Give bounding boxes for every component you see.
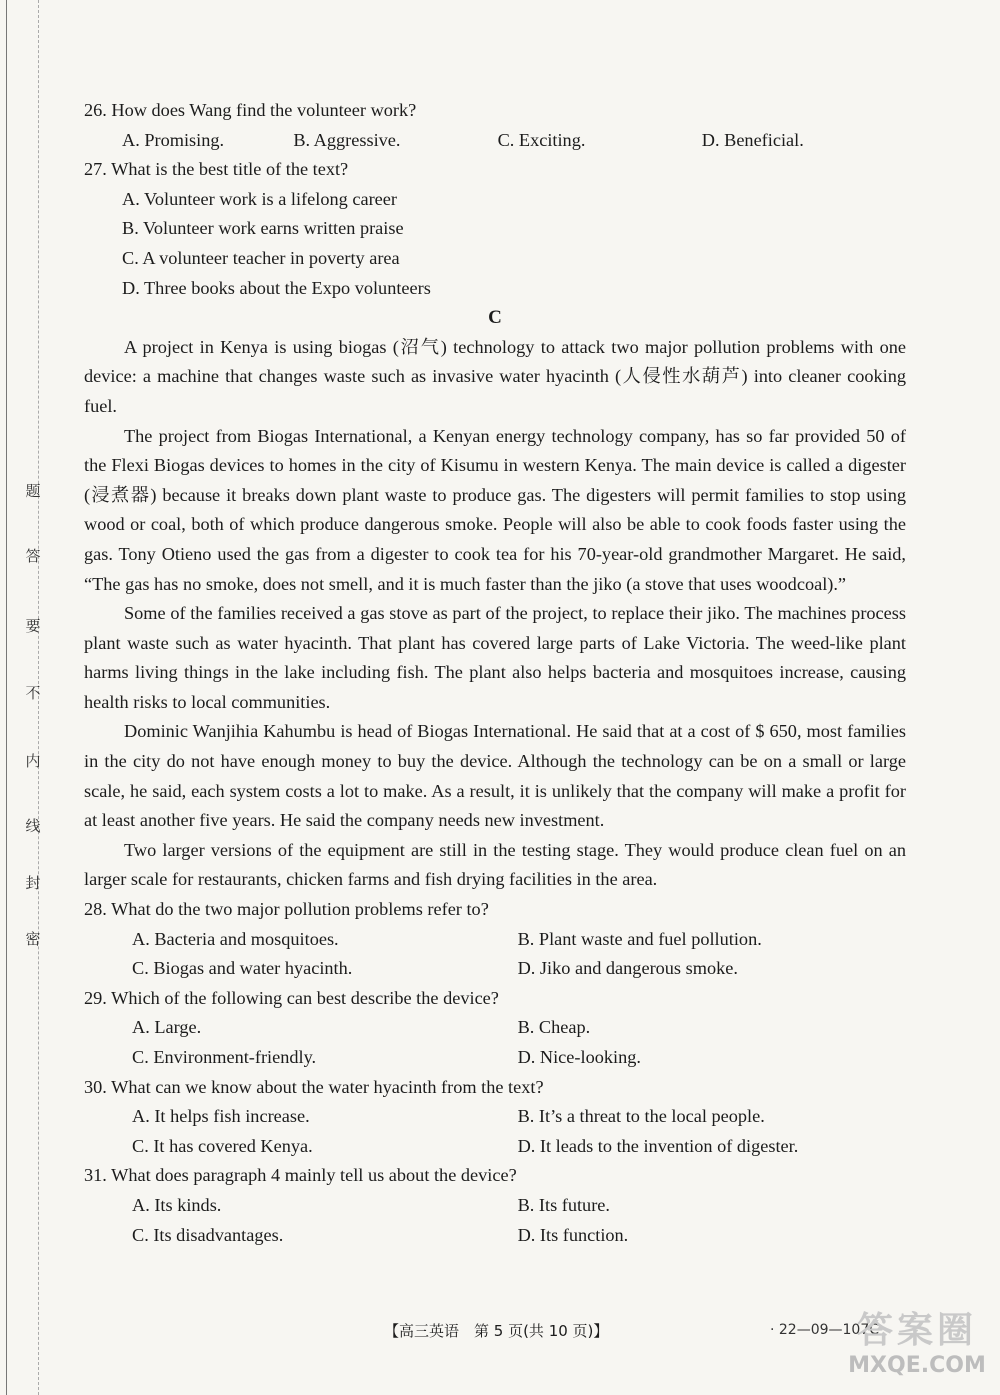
question-31-options-row bbox=[84, 1191, 906, 1221]
question-30-options-row bbox=[84, 1102, 906, 1132]
option-a: A. It helps fish increase. bbox=[132, 1106, 310, 1127]
question-30-stem: 30. What can we know about the water hyacinth from the text? bbox=[84, 1076, 544, 1097]
option-d: D. It leads to the invention of digester. bbox=[517, 1135, 799, 1156]
option-a: A. Its kinds. bbox=[132, 1194, 222, 1215]
page-number-label: 【高三英语 第 5 页(共 10 页)】 bbox=[384, 1322, 609, 1340]
question-28-options-row bbox=[84, 925, 906, 955]
question-30-options-row bbox=[84, 1132, 906, 1162]
option-c: C. It has covered Kenya. bbox=[132, 1135, 313, 1156]
question-28-options-row bbox=[84, 954, 906, 984]
option-b: B. Its future. bbox=[517, 1194, 610, 1215]
option-d: D. Jiko and dangerous smoke. bbox=[517, 958, 738, 979]
option-c: C. A volunteer teacher in poverty area bbox=[122, 247, 400, 268]
passage-paragraph: A project in Kenya is using biogas (沼气) technology to attack two major pollution problems with one device: a machine that changes waste such as invasive water hyacinth (人侵性水葫芦) into cleaner cooking fuel. bbox=[84, 336, 906, 416]
passage-paragraph: Dominic Wanjihia Kahumbu is head of Biogas International. He said that at a cost of $ 650, most families in the city do not have enough money to buy the device. Although the technology can be on a small or large scale, he said, each system costs a lot to make. As a result, it is unlikely that the company will make a profit for at least another five years. He said the company needs new investment. bbox=[84, 721, 906, 831]
option-c: C. Biogas and water hyacinth. bbox=[132, 958, 353, 979]
option-a: A. Large. bbox=[132, 1017, 202, 1038]
seal-char: 不 bbox=[25, 684, 41, 702]
option-c: C. Exciting. bbox=[497, 129, 586, 150]
page-content bbox=[84, 96, 906, 1250]
question-29-stem: 29. Which of the following can best describe the device? bbox=[84, 987, 499, 1008]
exam-code: · 22—09—107C · bbox=[770, 1322, 888, 1338]
seal-char: 内 bbox=[25, 752, 41, 770]
watermark-url: MXQE.COM bbox=[848, 1353, 986, 1378]
option-b: B. Plant waste and fuel pollution. bbox=[517, 928, 762, 949]
section-title: C bbox=[488, 307, 502, 329]
question-31-stem: 31. What does paragraph 4 mainly tell us about the device? bbox=[84, 1165, 517, 1186]
option-a: A. Promising. bbox=[122, 129, 225, 150]
option-b: B. Volunteer work earns written praise bbox=[122, 218, 404, 239]
passage-paragraph: The project from Biogas International, a Kenyan energy technology company, has so far provided 50 of the Flexi Biogas devices to homes in the city of Kisumu in western Kenya. The main device is called a digester (浸煮器) because it breaks down plant waste to produce gas. The digesters will permit families to stop using wood or coal, both of which produce dangerous smoke. People will also be able to cook foods faster using the gas. Tony Otieno used the gas from a digester to cook tea for his 70-year-old grandmother Margaret. He said, “The gas has no smoke, does not smell, and it is much faster than the jiko (a stove that uses woodcoal).” bbox=[84, 425, 906, 594]
option-b: B. Cheap. bbox=[517, 1017, 591, 1038]
seal-char: 密 bbox=[25, 930, 41, 948]
option-d: D. Nice-looking. bbox=[517, 1047, 641, 1067]
question-31-options-row bbox=[84, 1221, 906, 1251]
seal-char: 答 bbox=[25, 547, 41, 565]
seal-char: 题 bbox=[25, 482, 41, 500]
question-26-stem: 26. How does Wang find the volunteer work? bbox=[84, 100, 417, 120]
passage-paragraph: Two larger versions of the equipment are still in the testing stage. They would produce clean fuel on an larger scale for restaurants, chicken farms and fish drying facilities in the area. bbox=[84, 839, 906, 890]
seal-char: 线 bbox=[25, 817, 41, 835]
seal-char: 要 bbox=[25, 617, 41, 635]
option-a: A. Volunteer work is a lifelong career bbox=[122, 188, 397, 209]
seal-char: 封 bbox=[25, 874, 41, 892]
option-c: C. Its disadvantages. bbox=[132, 1224, 284, 1245]
watermark-logo bbox=[842, 1309, 992, 1389]
option-d: D. Three books about the Expo volunteers bbox=[122, 277, 431, 298]
option-d: D. Beneficial. bbox=[701, 129, 804, 150]
binding-margin bbox=[0, 0, 60, 1395]
question-26-options bbox=[84, 126, 906, 156]
question-28-stem: 28. What do the two major pollution problems refer to? bbox=[84, 899, 489, 920]
margin-edge-line bbox=[6, 0, 7, 1395]
option-a: A. Bacteria and mosquitoes. bbox=[132, 928, 339, 949]
option-d: D. Its function. bbox=[517, 1224, 629, 1245]
option-c: C. Environment-friendly. bbox=[132, 1047, 317, 1067]
option-b: B. It’s a threat to the local people. bbox=[517, 1106, 765, 1127]
watermark-text: 答案圈 bbox=[856, 1310, 977, 1351]
question-29-options-row bbox=[84, 1013, 906, 1043]
question-29-options-row bbox=[84, 1043, 906, 1073]
option-b: B. Aggressive. bbox=[293, 129, 401, 150]
passage-paragraph: Some of the families received a gas stove as part of the project, to replace their jiko. The machines process plant waste such as water hyacinth. That plant has covered large parts of Lake Victoria. The weed-like plant harms living things in the lake including fish. The plant also helps bacteria and mosquitoes increase, causing health risks to local communities. bbox=[84, 603, 906, 712]
question-27-stem: 27. What is the best title of the text? bbox=[84, 159, 349, 180]
